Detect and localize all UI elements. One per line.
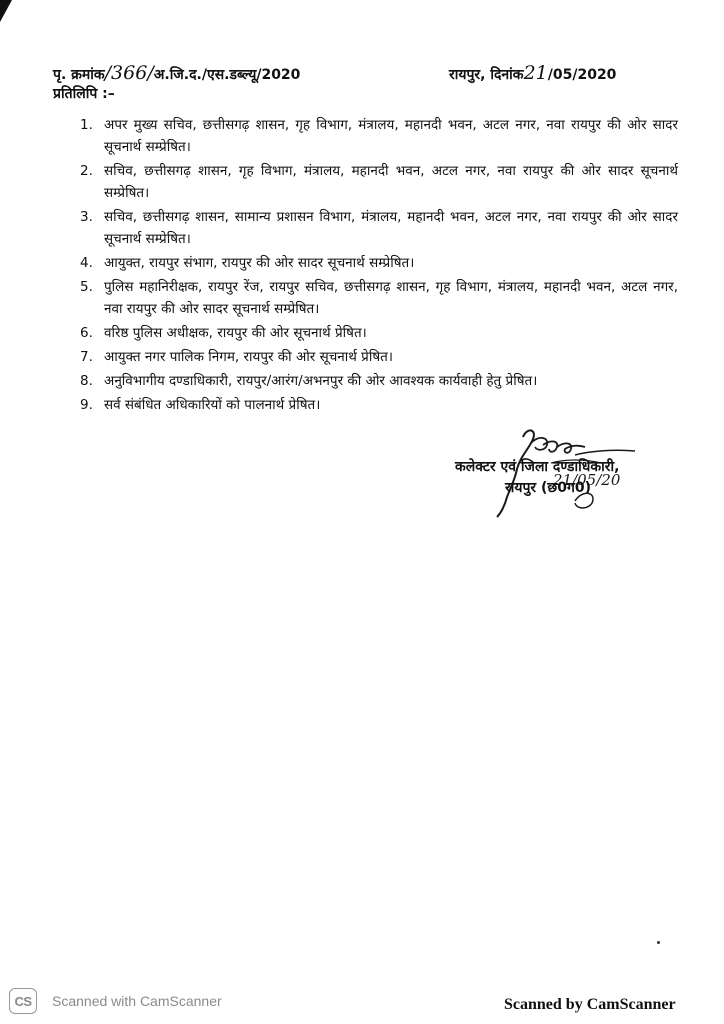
item-text: अपर मुख्य सचिव, छत्तीसगढ़ शासन, गृह विभाग, मंत्रालय, महानदी भवन, अटल नगर, नवा रायपुर की ओर सादर सूचनार्थ सम्प्रेषित। — [104, 117, 678, 155]
watermark-left: Scanned with CamScanner — [52, 993, 222, 1009]
item-text: सर्व संबंधित अधिकारियों को पालनार्थ प्रेषित। — [104, 397, 321, 413]
item-text: पुलिस महानिरीक्षक, रायपुर रेंज, रायपुर सचिव, छत्तीसगढ़ शासन, गृह विभाग, मंत्रालय, महानदी भवन, अटल नगर, नवा रायपुर की ओर सादर सूचनार्थ सम्प्रेषित। — [104, 279, 678, 317]
item-text: सचिव, छत्तीसगढ़ शासन, गृह विभाग, मंत्रालय, महानदी भवन, अटल नगर, नवा रायपुर की ओर सादर सूचनार्थ सम्प्रेषित। — [104, 163, 678, 201]
list-item — [58, 114, 678, 158]
item-text: वरिष्ठ पुलिस अधीक्षक, रायपुर की ओर सूचनार्थ प्रेषित। — [104, 325, 367, 341]
ref-prefix: पृ. क्रमांक — [53, 67, 105, 83]
scan-corner-mark — [0, 0, 12, 22]
list-item — [58, 252, 678, 274]
date-day-handwritten: 21 — [523, 62, 548, 84]
item-number: 9. — [80, 397, 93, 413]
ref-suffix: अ.जि.द./एस.डब्ल्यू/2020 — [153, 67, 301, 83]
list-item — [58, 276, 678, 320]
watermark-right: Scanned by CamScanner — [504, 996, 676, 1013]
camscanner-logo-icon: CS — [9, 988, 37, 1014]
item-text: आयुक्त नगर पालिक निगम, रायपुर की ओर सूचनार्थ प्रेषित। — [104, 349, 393, 365]
list-item — [58, 394, 678, 416]
date-rest: /05/2020 — [547, 67, 617, 83]
item-number: 4. — [80, 255, 93, 271]
item-number: 3. — [80, 209, 93, 225]
reference-block — [53, 64, 300, 103]
item-text: अनुविभागीय दण्डाधिकारी, रायपुर/आरंग/अभनपुर की ओर आवश्यक कार्यवाही हेतु प्रेषित। — [104, 373, 538, 389]
item-number: 1. — [80, 117, 93, 133]
list-item — [58, 322, 678, 344]
item-text: सचिव, छत्तीसगढ़ शासन, सामान्य प्रशासन विभाग, मंत्रालय, महानदी भवन, अटल नगर, नवा रायपुर की ओर सादर सूचनार्थ सम्प्रेषित। — [104, 209, 678, 247]
recipient-list — [58, 114, 678, 418]
list-item — [58, 206, 678, 250]
item-number: 5. — [80, 279, 93, 295]
scan-speck — [657, 941, 660, 944]
designation-place: रायपुर (छ0ग0) — [505, 480, 591, 496]
ref-number-handwritten: /366/ — [104, 62, 154, 84]
item-number: 7. — [80, 349, 93, 365]
list-item — [58, 346, 678, 368]
item-number: 2. — [80, 163, 93, 179]
date-line — [449, 64, 616, 84]
reference-number — [53, 64, 300, 84]
item-number: 8. — [80, 373, 93, 389]
copy-label: प्रतिलिपि :– — [53, 86, 115, 102]
signature-block — [425, 425, 675, 530]
list-item — [58, 370, 678, 392]
date-place: रायपुर, दिनांक — [449, 67, 524, 83]
signature-date: 21/05/20 — [553, 471, 621, 489]
list-item — [58, 160, 678, 204]
designation-title: कलेक्टर एवं जिला दण्डाधिकारी, — [455, 459, 620, 475]
item-text: आयुक्त, रायपुर संभाग, रायपुर की ओर सादर सूचनार्थ सम्प्रेषित। — [104, 255, 415, 271]
item-number: 6. — [80, 325, 93, 341]
